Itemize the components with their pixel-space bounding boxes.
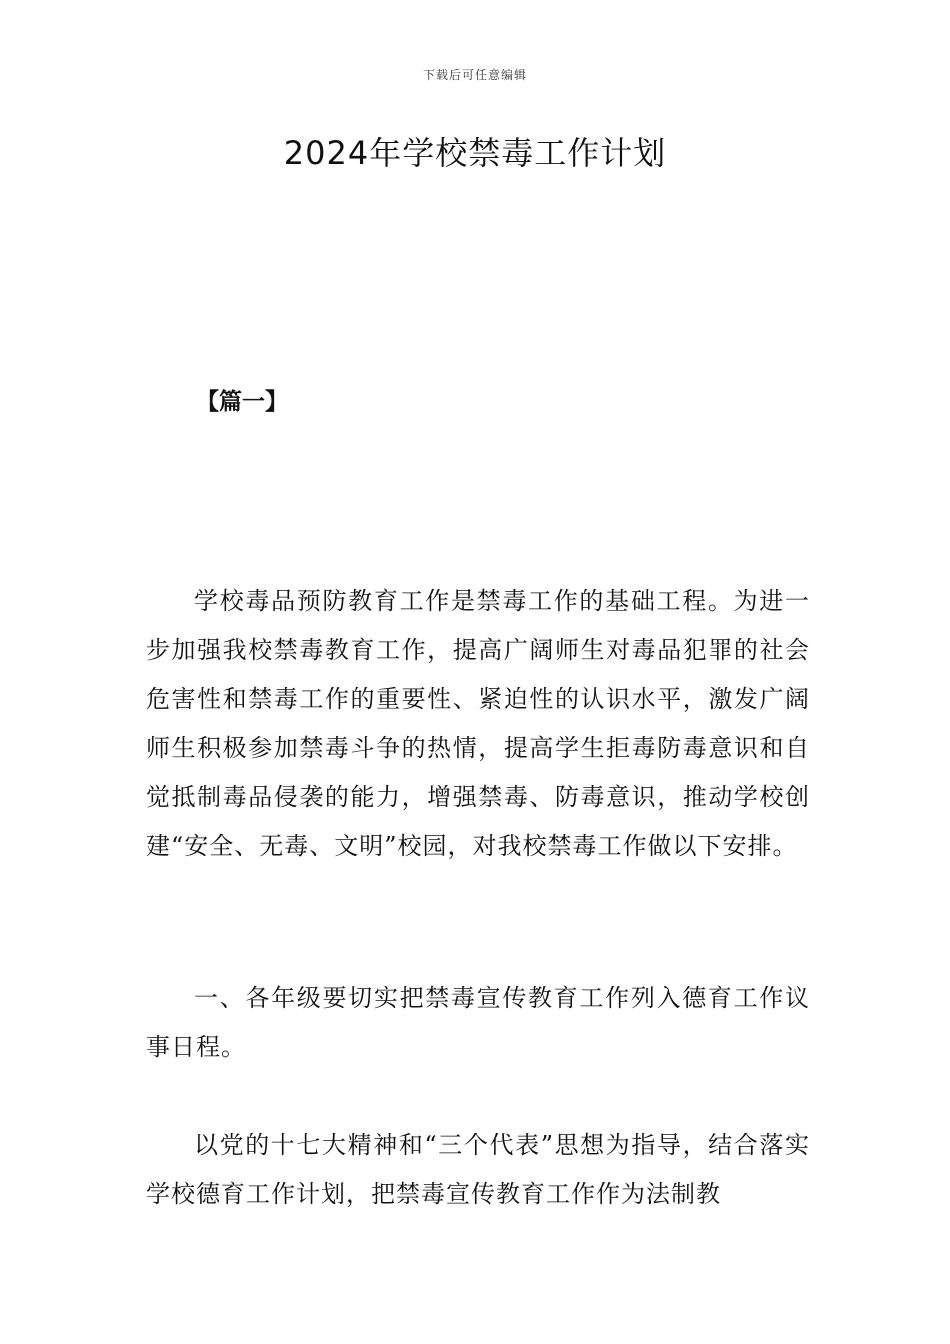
section-tag: 【篇一】 [196, 388, 288, 415]
paragraph-intro: 学校毒品预防教育工作是禁毒工作的基础工程。为进一步加强我校禁毒教育工作，提高广阔师生对毒品犯罪的社会危害性和禁毒工作的重要性、紧迫性的认识水平，激发广阔师生积极参加禁毒斗争的热情，提高学生拒毒防毒意识和自觉抵制毒品侵袭的能力，增强禁毒、防毒意识，推动学校创建“安全、无毒、文明”校园，对我校禁毒工作做以下安排。 [146, 587, 810, 860]
header-note: 下载后可任意编辑 [422, 68, 527, 82]
paragraph-guidance: 以党的十七大精神和“三个代表”思想为指导，结合落实学校德育工作计划，把禁毒宣传教育工作作为法制教 [146, 1131, 810, 1208]
paragraph-item-one: 一、各年级要切实把禁毒宣传教育工作列入德育工作议事日程。 [146, 984, 810, 1061]
document-title: 2024年学校禁毒工作计划 [283, 134, 667, 172]
